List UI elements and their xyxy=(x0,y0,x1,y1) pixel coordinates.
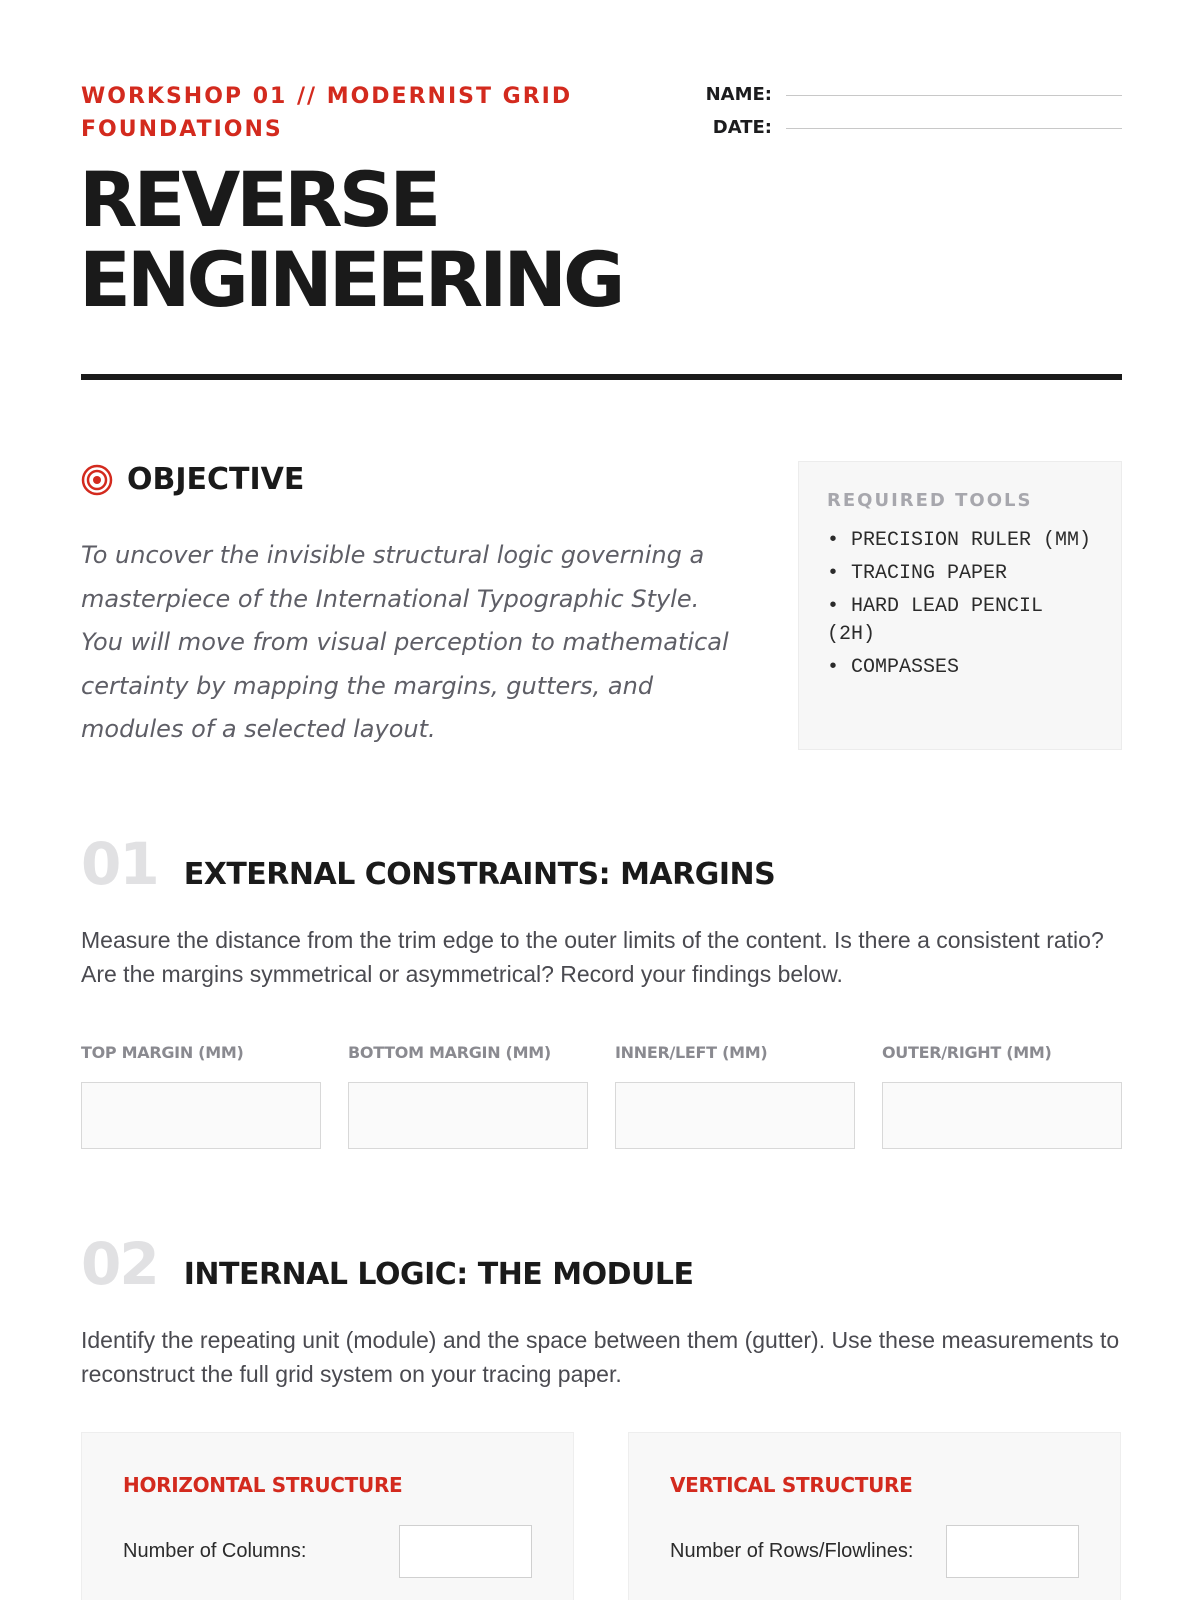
target-icon xyxy=(81,464,113,496)
top-margin-field xyxy=(81,1043,321,1149)
date-label: DATE: xyxy=(712,117,772,138)
workshop-kicker: WORKSHOP 01 // MODERNIST GRID FOUNDATIONS xyxy=(81,84,573,142)
title-divider xyxy=(81,374,1122,380)
horizontal-structure-panel xyxy=(81,1432,574,1600)
columns-input[interactable] xyxy=(399,1525,532,1578)
section-2-number: 02 xyxy=(81,1230,158,1298)
objective-text: To uncover the invisible structural logic governing a masterpiece of the International Typographic Style. You will move from visual perception to mathematical certainty by mapping the margins, gutters, and modules of a selected layout. xyxy=(81,541,729,743)
rows-label: Number of Rows/Flowlines: xyxy=(670,1540,914,1562)
columns-label: Number of Columns: xyxy=(123,1540,307,1562)
margin-fields xyxy=(81,1043,1122,1149)
outer-right-label: OUTER/RIGHT (MM) xyxy=(882,1043,1052,1062)
objective-heading xyxy=(81,462,304,497)
section-2-title: INTERNAL LOGIC: THE MODULE xyxy=(183,1257,694,1292)
section-1-text: Measure the distance from the trim edge to the outer limits of the content. Is there a consistent ratio? Are the margins symmetrical or asymmetrical? Record your findings below. xyxy=(81,927,1104,987)
vertical-structure-panel xyxy=(628,1432,1121,1600)
horizontal-structure-title: HORIZONTAL STRUCTURE xyxy=(123,1473,403,1497)
bottom-margin-label: BOTTOM MARGIN (MM) xyxy=(348,1043,551,1062)
tools-title: REQUIRED TOOLS xyxy=(827,490,1033,511)
title-line-1: REVERSE xyxy=(79,155,438,244)
columns-row xyxy=(123,1525,532,1578)
tools-list xyxy=(827,527,1093,682)
inner-left-label: INNER/LEFT (MM) xyxy=(615,1043,768,1062)
section-2-heading xyxy=(81,1230,693,1298)
rows-row xyxy=(670,1525,1079,1578)
name-date-block xyxy=(700,78,1122,144)
tool-item: • COMPASSES xyxy=(827,656,960,679)
rows-input[interactable] xyxy=(946,1525,1079,1578)
section-1-number: 01 xyxy=(81,830,158,898)
tool-item: • HARD LEAD PENCIL (2H) xyxy=(827,595,1044,646)
required-tools-box xyxy=(798,461,1122,750)
name-line[interactable] xyxy=(786,95,1122,96)
name-row xyxy=(700,78,1122,111)
inner-left-field xyxy=(615,1043,855,1149)
section-1-heading xyxy=(81,830,775,898)
objective-title: OBJECTIVE xyxy=(127,462,305,497)
vertical-structure-title: VERTICAL STRUCTURE xyxy=(670,1473,913,1497)
inner-left-input[interactable] xyxy=(615,1082,855,1149)
outer-right-field xyxy=(882,1043,1122,1149)
page-title xyxy=(79,155,622,324)
name-label: NAME: xyxy=(705,84,772,105)
bottom-margin-input[interactable] xyxy=(348,1082,588,1149)
date-row xyxy=(700,111,1122,144)
outer-right-input[interactable] xyxy=(882,1082,1122,1149)
title-line-2: ENGINEERING xyxy=(79,235,622,324)
tool-item: • PRECISION RULER (MM) xyxy=(827,529,1092,552)
date-line[interactable] xyxy=(786,128,1122,129)
tool-item: • TRACING PAPER xyxy=(827,562,1008,585)
top-margin-input[interactable] xyxy=(81,1082,321,1149)
section-2-text: Identify the repeating unit (module) and the space between them (gutter). Use these measurements to reconstruct the full grid system on your tracing paper. xyxy=(81,1327,1120,1387)
section-1-title: EXTERNAL CONSTRAINTS: MARGINS xyxy=(183,857,776,892)
bottom-margin-field xyxy=(348,1043,588,1149)
top-margin-label: TOP MARGIN (MM) xyxy=(81,1043,244,1062)
